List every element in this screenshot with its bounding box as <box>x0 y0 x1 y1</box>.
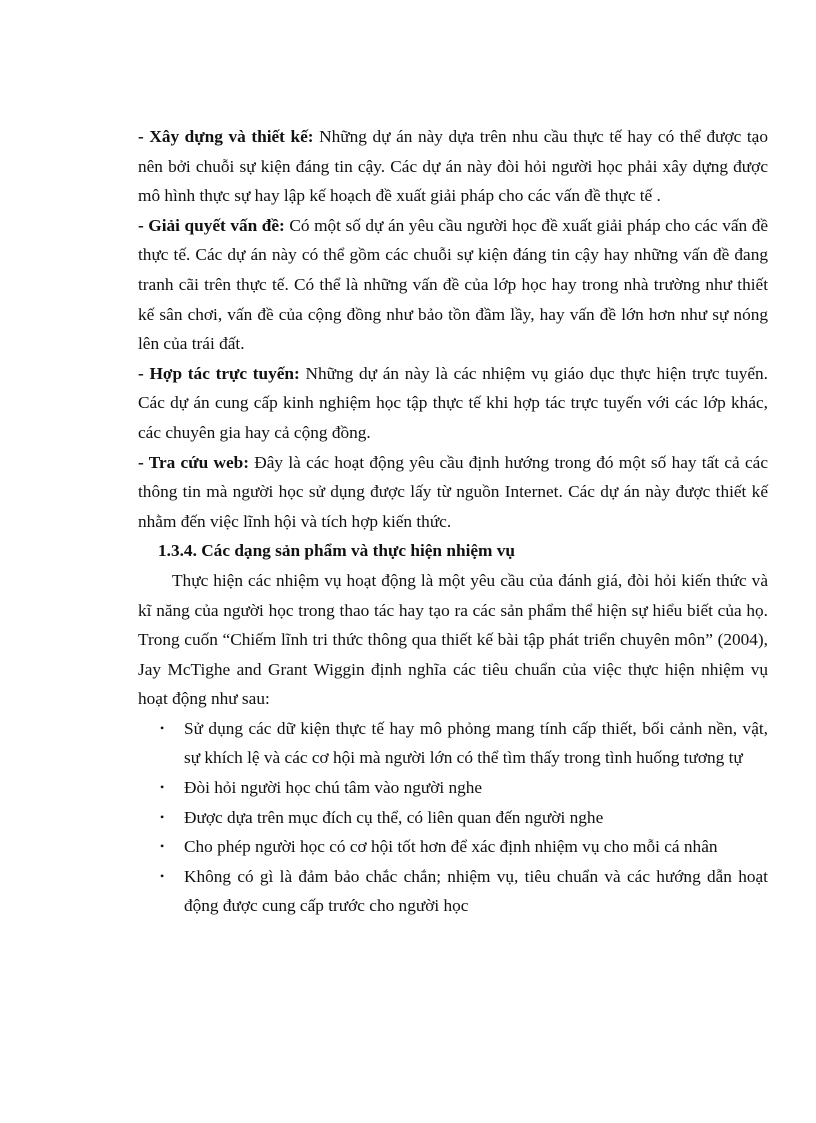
paragraph-lead: - Hợp tác trực tuyến: <box>138 363 300 383</box>
list-item-text: Cho phép người học có cơ hội tốt hơn để xác định nhiệm vụ cho mỗi cá nhân <box>184 837 718 857</box>
paragraph-web-research <box>138 448 768 537</box>
criteria-list <box>138 714 768 921</box>
paragraph-text: Những dự án này dựa trên nhu cầu thực tế hay có thể được tạo nên bởi chuỗi sự kiện đáng tin cậy. Các dự án này đòi hỏi người học phải xây dựng được mô hình thực sự hay lập kế hoạch đề xuất giải pháp cho các vấn đề thực tế . <box>138 127 768 206</box>
body-paragraph: Thực hiện các nhiệm vụ hoạt động là một yêu cầu của đánh giá, đòi hỏi kiến thức và kĩ năng của người học trong thao tác hay tạo ra các sản phẩm thể hiện sự hiểu biết của họ. Trong cuốn “Chiếm lĩnh tri thức thông qua thiết kế bài tập phát triển chuyên môn” (2004), Jay McTighe and Grant Wiggin định nghĩa các tiêu chuẩn của việc thực hiện nhiệm vụ hoạt động như sau: <box>138 570 768 709</box>
paragraph-text: Đây là các hoạt động yêu cầu định hướng trong đó một số hay tất cả các thông tin mà người học sử dụng được lấy từ nguồn Internet. Các dự án này được thiết kế nhằm đến việc lĩnh hội và tích hợp kiến thức. <box>138 452 768 531</box>
paragraph-build-design <box>138 122 768 211</box>
document-page <box>138 122 768 921</box>
bullet-icon: • <box>160 720 165 735</box>
paragraph-lead: - Tra cứu web: <box>138 452 249 472</box>
list-item-text: Đòi hỏi người học chú tâm vào người nghe <box>184 778 483 798</box>
list-item-text: Được dựa trên mục đích cụ thể, có liên quan đến người nghe <box>184 807 604 827</box>
section-heading: 1.3.4. Các dạng sản phẩm và thực hiện nhiệm vụ <box>158 541 516 561</box>
list-item <box>138 832 768 862</box>
bullet-icon: • <box>160 839 165 854</box>
list-item-text: Sử dụng các dữ kiện thực tế hay mô phỏng mang tính cấp thiết, bối cảnh nền, vật, sự khích lệ và các cơ hội mà người lớn có thể tìm thấy trong tình huống tương tự <box>184 718 768 768</box>
paragraph-text: Những dự án này là các nhiệm vụ giáo dục thực hiện trực tuyến. Các dự án cung cấp kinh nghiệm học tập thực tế khi hợp tác trực tuyến với các lớp khác, các chuyên gia hay cả cộng đồng. <box>138 363 768 442</box>
paragraph-online-collaboration <box>138 359 768 448</box>
paragraph-lead: - Giải quyết vấn đề: <box>138 215 285 235</box>
paragraph-lead: - Xây dựng và thiết kế: <box>138 127 314 146</box>
list-item <box>138 803 768 833</box>
bullet-icon: • <box>160 868 165 883</box>
list-item <box>138 773 768 803</box>
list-item-text: Không có gì là đảm bảo chắc chắn; nhiệm vụ, tiêu chuẩn và các hướng dẫn hoạt động được cung cấp trước cho người học <box>184 866 768 916</box>
paragraph-text: Có một số dự án yêu cầu người học đề xuất giải pháp cho các vấn đề thực tế. Các dự án này có thể gồm các chuỗi sự kiện đáng tin cậy hay những vấn đề đang tranh cãi trên thực tế. Có thể là những vấn đề của lớp học hay trong nhà trường như thiết kế sân chơi, vấn đề của cộng đồng như bảo tồn đầm lầy, hay vấn đề lớn hơn như sự nóng lên của trái đất. <box>138 215 769 354</box>
bullet-icon: • <box>160 809 165 824</box>
list-item <box>138 714 768 773</box>
list-item <box>138 862 768 921</box>
bullet-icon: • <box>160 780 165 795</box>
paragraph-problem-solving <box>138 211 768 359</box>
